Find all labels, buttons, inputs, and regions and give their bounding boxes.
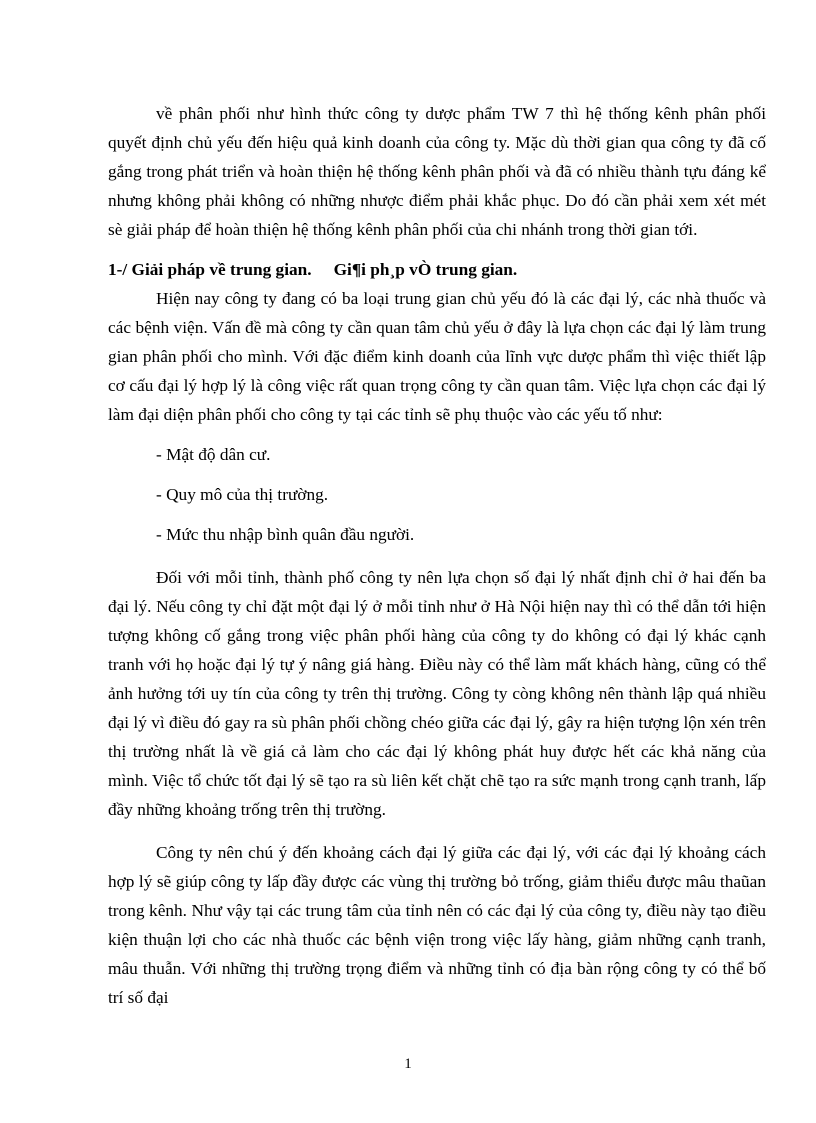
section-heading-text: 1-/ Giải pháp về trung gian. <box>108 260 312 279</box>
paragraph-each-province: Đối với mỗi tỉnh, thành phố công ty nên lựa chọn số đại lý nhất định chỉ ở hai đến ba đại lý. Nếu công ty chỉ đặt một đại lý ở mỗi tỉnh như ở Hà Nội hiện nay thì có thể dẫn tới hiện tượng không cố gắng trong việc phân phối hàng của công ty do không có đại lý khác cạnh tranh với họ hoặc đại lý tự ý nâng giá hàng. Điều này có thể làm mất khách hàng, cũng có thể ảnh hưởng tới uy tín của công ty trên thị trường. Công ty còng không nên thành lập quá nhiều đại lý vì điều đó gay ra sù phân phối chồng chéo giữa các đại lý, gây ra hiện tượng lộn xén trên thị trường nhất là về giá cả làm cho các đại lý không phát huy được hết các khả năng của mình. Việc tổ chức tốt đại lý sẽ tạo ra sù liên kết chặt chẽ tạo ra sức mạnh trong cạnh tranh, lấp đầy những khoảng trống trên thị trường. <box>108 568 766 819</box>
section-heading <box>108 255 766 284</box>
bullet-income-per-capita: - Mức thu nhập bình quân đầu người. <box>156 525 415 544</box>
paragraph-intermediaries: Hiện nay công ty đang có ba loại trung gian chủ yếu đó là các đại lý, các nhà thuốc và các bệnh viện. Vấn đề mà công ty cần quan tâm chủ yếu ở đây là lựa chọn các đại lý làm trung gian phân phối cho mình. Với đặc điểm kinh doanh của lĩnh vực dược phẩm thì việc thiết lập cơ cấu đại lý hợp lý là công việc rất quan trọng công ty cần quan tâm. Việc lựa chọn các đại lý làm đại diện phân phối cho công ty tại các tỉnh sẽ phụ thuộc vào các yếu tố như: <box>108 289 766 424</box>
bullet-population-density: - Mật độ dân cư. <box>156 445 271 464</box>
bullet-market-size: - Quy mô của thị trường. <box>156 485 329 504</box>
page-number: 1 <box>404 1056 412 1072</box>
section-heading-garbled-text: Gi¶i ph¸p vÒ trung gian. <box>333 260 518 279</box>
paragraph-agent-distance: Công ty nên chú ý đến khoảng cách đại lý giữa các đại lý, với các đại lý khoảng cách hợp lý sẽ giúp công ty lấp đầy được các vùng thị trường bỏ trống, giảm thiểu được mâu thaũan trong kênh. Như vậy tại các trung tâm của tỉnh nên có các đại lý của công ty, điều này tạo điều kiện thuận lợi cho các nhà thuốc các bệnh viện trong việc lấy hàng, giảm những cạnh tranh, mâu thuẫn. Với những thị trường trọng điểm và những tỉnh có địa bàn rộng công ty có thể bố trí số đại <box>108 843 766 1007</box>
paragraph-intro: về phân phối như hình thức công ty dược phẩm TW 7 thì hệ thống kênh phân phối quyết định chủ yếu đến hiệu quả kinh doanh của công ty. Mặc dù thời gian qua công ty đã cố gắng trong phát triển và hoàn thiện hệ thống kênh phân phối và đã có nhiều thành tựu đáng kể nhưng không phải không có những nhược điểm phải khắc phục. Do đó cần phải xem xét mét sè giải pháp để hoàn thiện hệ thống kênh phân phối của chi nhánh trong thời gian tới. <box>108 104 766 239</box>
document-body <box>108 97 766 1012</box>
